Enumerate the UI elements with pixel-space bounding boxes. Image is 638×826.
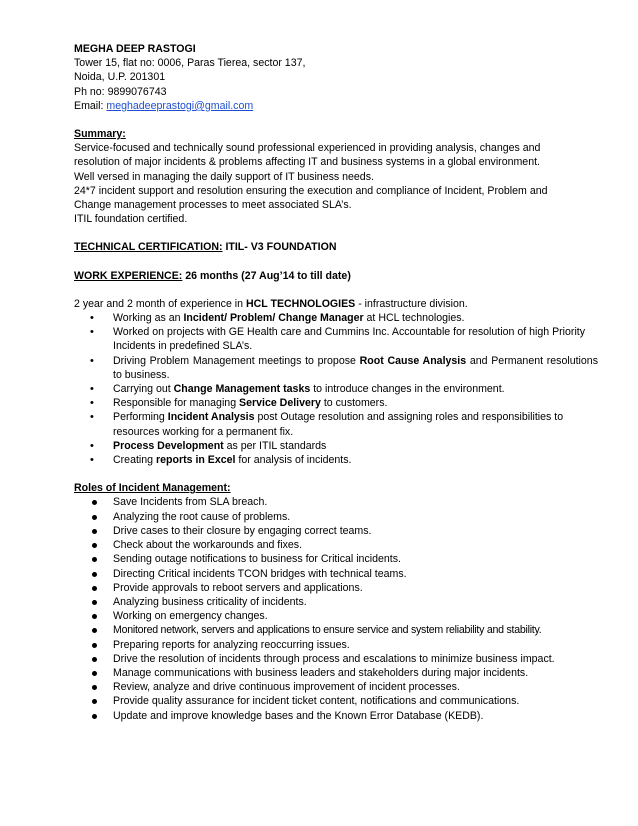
work-intro [74, 297, 598, 311]
phone-number: Ph no: 9899076743 [74, 85, 167, 98]
list-item: Preparing reports for analyzing reoccurring issues. [74, 638, 598, 652]
certification-value: ITIL- V3 FOUNDATION [222, 241, 337, 254]
list-item: Working on emergency changes. [74, 609, 598, 623]
list-item: Drive cases to their closure by engaging correct teams. [74, 524, 598, 538]
list-item: • Performing Incident Analysis post Outage resolution and assigning roles and responsibilities to resources working for a permanent fix. [74, 410, 598, 438]
summary-heading: Summary: [74, 128, 126, 141]
summary-line: ITIL foundation certified. [74, 213, 188, 226]
list-item: Update and improve knowledge bases and the Known Error Database (KEDB). [74, 709, 598, 723]
list-item: • Responsible for managing Service Delivery to customers. [74, 396, 598, 410]
list-item: Drive the resolution of incidents through process and escalations to minimize business impact. [74, 652, 598, 666]
summary-line: Well versed in managing the daily support of IT business needs. [74, 170, 374, 183]
contact-block [74, 42, 598, 113]
list-item: • Creating reports in Excel for analysis of incidents. [74, 453, 598, 467]
list-item: • Driving Problem Management meetings to propose Root Cause Analysis and Permanent resolutions to business. [74, 354, 598, 382]
candidate-name: MEGHA DEEP RASTOGI [74, 43, 196, 55]
work-heading: WORK EXPERIENCE: [74, 269, 183, 282]
summary-section [74, 127, 598, 226]
email-line [74, 99, 598, 113]
list-item: • Worked on projects with GE Health care and Cummins Inc. Accountable for resolution of high Priority Incidents in predefined SLA’s. [74, 325, 598, 353]
certification-heading: TECHNICAL CERTIFICATION: [74, 241, 223, 254]
list-item: Analyzing the root cause of problems. [74, 510, 598, 524]
list-item: Check about the workarounds and fixes. [74, 538, 598, 552]
list-item: • Carrying out Change Management tasks to introduce changes in the environment. [74, 382, 598, 396]
roles-section [74, 481, 598, 722]
certification-section [74, 240, 598, 254]
email-link[interactable]: meghadeeprastogi@gmail.com [106, 99, 254, 112]
list-item: Review, analyze and drive continuous improvement of incident processes. [74, 680, 598, 694]
list-item: Provide quality assurance for incident ticket content, notifications and communications. [74, 694, 598, 708]
work-bullet-list [74, 311, 598, 467]
list-item: • Process Development as per ITIL standards [74, 439, 598, 453]
list-item: Provide approvals to reboot servers and applications. [74, 581, 598, 595]
work-intro-suffix: - infrastructure division. [355, 297, 468, 310]
list-item: Directing Critical incidents TCON bridges with technical teams. [74, 567, 598, 581]
summary-line: 24*7 incident support and resolution ensuring the execution and compliance of Incident, Problem and [74, 184, 548, 197]
work-intro-text: 2 year and 2 month of experience in [74, 297, 246, 310]
list-item: Save Incidents from SLA breach. [74, 495, 598, 509]
list-item: • Working as an Incident/ Problem/ Change Manager at HCL technologies. [74, 311, 598, 325]
summary-line: Service-focused and technically sound professional experienced in providing analysis, changes and [74, 142, 541, 155]
work-experience-section [74, 269, 598, 468]
list-item: Monitored network, servers and applications to ensure service and system reliability and stability. [74, 623, 598, 637]
company-name: HCL TECHNOLOGIES [245, 297, 356, 310]
address-line-2: Noida, U.P. 201301 [74, 71, 166, 84]
roles-heading: Roles of Incident Management: [74, 482, 231, 495]
address-line-1: Tower 15, flat no: 0006, Paras Tierea, sector 137, [74, 57, 306, 70]
list-item: Sending outage notifications to business for Critical incidents. [74, 552, 598, 566]
summary-line: Change management processes to meet associated SLA’s. [74, 199, 352, 212]
roles-list [74, 495, 598, 722]
work-duration: 26 months (27 Aug’14 to till date) [182, 269, 351, 282]
summary-line: resolution of major incidents & problems affecting IT and business systems in a global environment. [74, 156, 540, 169]
email-label: Email: [74, 99, 107, 112]
list-item: Manage communications with business leaders and stakeholders during major incidents. [74, 666, 598, 680]
list-item: Analyzing business criticality of incidents. [74, 595, 598, 609]
